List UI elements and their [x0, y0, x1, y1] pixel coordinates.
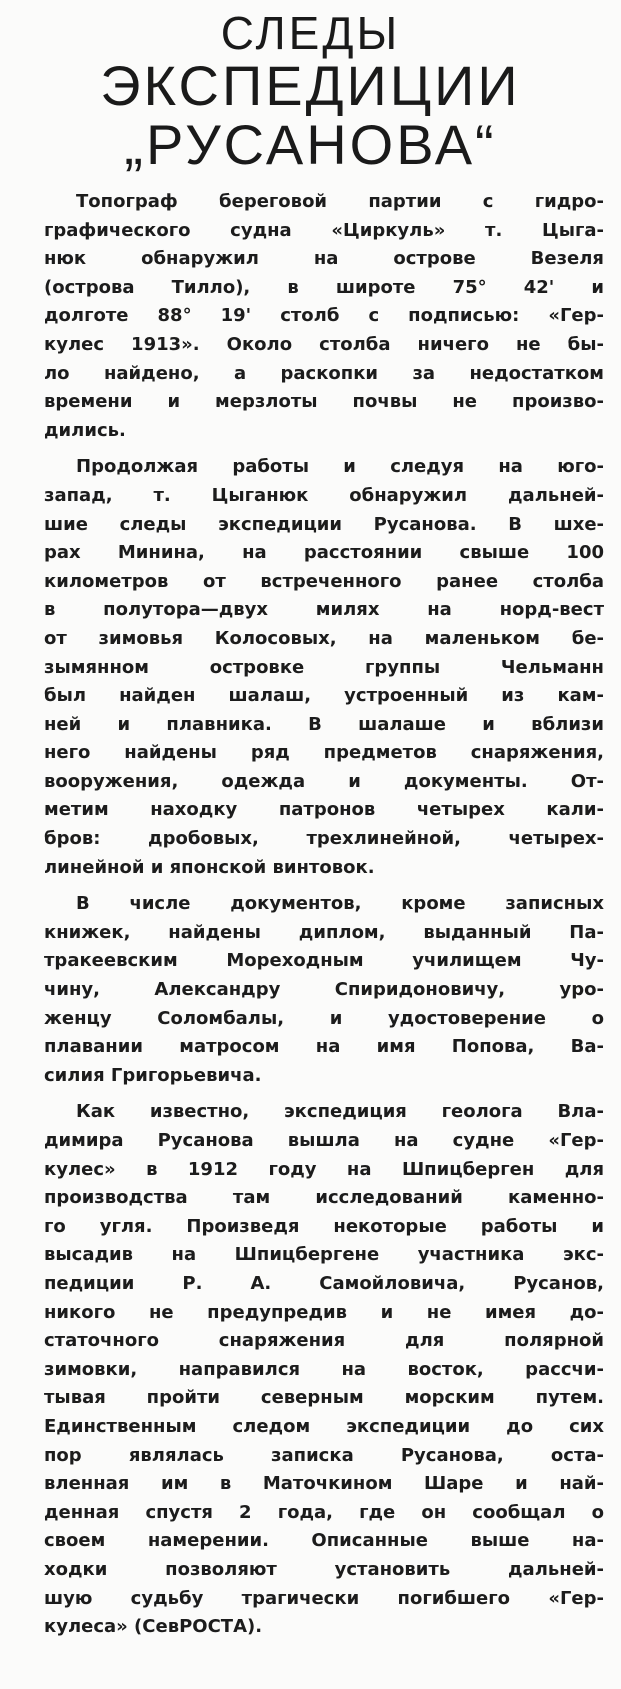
- article-line: (острова Тилло), в широте 75° 42' и: [44, 276, 604, 298]
- article-line: бров: дробовых, трехлинейной, четырех-: [44, 828, 604, 850]
- article-line: плавании матросом на имя Попова, Ва-: [44, 1036, 604, 1058]
- article-line: статочного снаряжения для полярной: [44, 1330, 604, 1352]
- article-line: Топограф береговой партии с гидро-: [76, 191, 604, 212]
- article-line: метим находку патронов четырех кали-: [44, 799, 604, 821]
- article-line: километров от встреченного ранее столба: [44, 570, 604, 592]
- article-line: кулеса» (СевРОСТА).: [44, 1616, 263, 1638]
- article-line: вооружения, одежда и документы. От-: [44, 770, 604, 792]
- article-paragraph: [44, 188, 604, 445]
- article-line: димира Русанова вышла на судне «Гер-: [44, 1130, 604, 1151]
- article-line: тракеевским Мореходным училищем Чу-: [44, 950, 604, 972]
- article-line: Как известно, экспедиция геолога Вла-: [76, 1101, 604, 1123]
- article-line: В числе документов, кроме записных: [76, 893, 604, 915]
- article-line: тывая пройти северным морским путем.: [44, 1387, 604, 1409]
- article-line: Продолжая работы и следуя на юго-: [76, 456, 604, 478]
- article-line: своем намерении. Описанные выше на-: [44, 1530, 604, 1552]
- article-line: ней и плавника. В шалаше и вблизи: [44, 713, 604, 735]
- article-line: вленная им в Маточкином Шаре и най-: [44, 1473, 604, 1495]
- article-line: кулес 1913». Около столба ничего не бы-: [44, 333, 604, 355]
- article-line: зымянном островке группы Чельманн: [44, 656, 604, 678]
- headline-line-3: „РУСАНОВА“: [124, 113, 497, 176]
- headline-line-1: СЛЕДЫ: [220, 7, 401, 59]
- article-paragraph: [44, 890, 604, 1090]
- article-line: был найден шалаш, устроенный из кам-: [44, 685, 604, 707]
- article-body: [44, 188, 604, 1642]
- article-paragraph: [44, 1098, 604, 1641]
- article-line: зимовки, направился на восток, рассчи-: [44, 1358, 604, 1380]
- article-line: рах Минина, на расстоянии свыше 100: [44, 542, 604, 564]
- article-line: Единственным следом экспедиции до сих: [44, 1415, 604, 1437]
- article-line: пор являлась записка Русанова, оста-: [44, 1444, 604, 1466]
- article-paragraph: [44, 453, 604, 882]
- article-line: графического судна «Циркуль» т. Цыга-: [44, 219, 604, 241]
- article-line: времени и мерзлоты почвы не произво-: [44, 391, 604, 413]
- article-line: никого не предупредив и не имея до-: [44, 1301, 604, 1323]
- article-line: силия Григорьевича.: [44, 1064, 262, 1086]
- article-line: го угля. Произведя некоторые работы и: [44, 1215, 604, 1237]
- article-line: дились.: [44, 419, 126, 441]
- article-line: линейной и японской винтовок.: [44, 856, 375, 878]
- article-line: ло найдено, а раскопки за недостатком: [44, 362, 604, 384]
- article-line: запад, т. Цыганюк обнаружил дальней-: [44, 484, 604, 506]
- article-line: шую судьбу трагически погибшего «Гер-: [44, 1587, 604, 1609]
- article-line: производства там исследований каменно-: [44, 1187, 604, 1209]
- article-line: женцу Соломбалы, и удостоверение о: [44, 1007, 604, 1029]
- article-line: шие следы экспедиции Русанова. В шхе-: [44, 513, 604, 535]
- article-line: чину, Александру Спиридоновичу, уро-: [44, 979, 604, 1001]
- article-line: денная спустя 2 года, где он сообщал о: [44, 1501, 604, 1523]
- article-line: в полутора—двух милях на норд-вест: [44, 599, 604, 621]
- headline-line-2: ЭКСПЕДИЦИИ: [100, 54, 521, 117]
- article-line: высадив на Шпицбергене участника экс-: [44, 1244, 604, 1266]
- article-line: педиции Р. А. Самойловича, Русанов,: [44, 1272, 604, 1294]
- article-line: книжек, найдены диплом, выданный Па-: [44, 921, 604, 943]
- article-line: него найдены ряд предметов снаряжения,: [44, 742, 604, 764]
- article-line: ходки позволяют установить дальней-: [44, 1558, 604, 1580]
- article-line: от зимовья Колосовых, на маленьком бе-: [44, 627, 604, 649]
- article-line: кулес» в 1912 году на Шпицберген для: [44, 1158, 604, 1180]
- article-line: долготе 88° 19' столб с подписью: «Гер-: [44, 305, 604, 327]
- article-line: нюк обнаружил на острове Везеля: [44, 248, 604, 270]
